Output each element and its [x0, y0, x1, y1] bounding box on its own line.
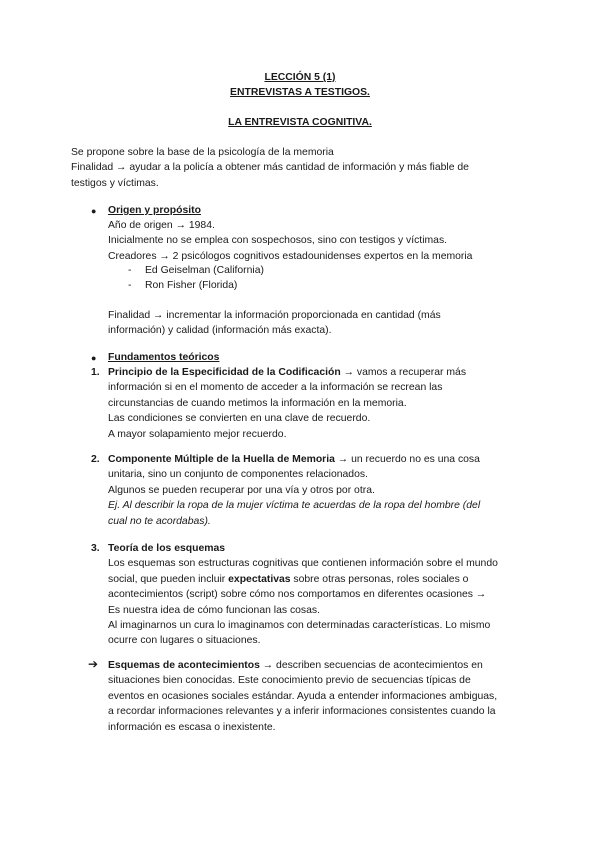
- item-emphasis: expectativas: [228, 573, 291, 585]
- intro-line: Se propone sobre la base de la psicología de la memoria: [71, 147, 334, 158]
- item-line: acontecimientos (script) sobre cómo nos comportamos en diferentes ocasiones →: [108, 589, 487, 601]
- esquemas-line: situaciones bien conocidas. Este conocimiento previo de secuencias típicas de: [108, 675, 471, 687]
- esquemas-title: Esquemas de acontecimientos: [108, 660, 260, 671]
- esquemas-line: a recordar informaciones relevantes y a inferir informaciones consistentes cuando la: [108, 706, 496, 718]
- item-title: Componente Múltiple de la Huella de Memoria: [108, 454, 335, 465]
- item-line: Algunos se pueden recuperar por una vía y otros por otra.: [108, 484, 375, 496]
- item-line: ocurre con lugares o situaciones.: [108, 635, 261, 647]
- lesson-heading: LECCIÓN 5 (1): [264, 72, 336, 83]
- item-line: Al imaginarnos un cura lo imaginamos con determinadas características. Lo mismo: [108, 620, 491, 632]
- list-dash: -: [128, 280, 132, 291]
- item-number: 2.: [91, 454, 100, 465]
- item-line: unitaria, sino un conjunto de componentes relacionados.: [108, 469, 368, 481]
- item-number: 3.: [91, 543, 100, 554]
- item-lead: → un recuerdo no es una cosa: [334, 454, 480, 465]
- origin-year: Año de origen → 1984.: [108, 220, 215, 231]
- item-line: circunstancias de cuando metimos la información en la memoria.: [108, 397, 407, 409]
- esquemas-line: información es escasa o inexistente.: [108, 721, 276, 733]
- item-line: información si en el momento de acceder a la información se recrean las: [108, 382, 443, 394]
- item-text: sobre otras personas, roles sociales o: [290, 573, 469, 585]
- lesson-subtitle: ENTREVISTAS A TESTIGOS.: [230, 87, 370, 98]
- bullet-icon: ●: [91, 206, 97, 216]
- esquemas-first-line: [108, 658, 497, 673]
- list-dash: -: [128, 265, 132, 276]
- finalidad-line: información) y calidad (información más exacta).: [108, 325, 332, 337]
- item-text: social, que pueden incluir: [108, 573, 229, 585]
- arrow-bullet-icon: ➔: [88, 657, 99, 671]
- intro-line: Finalidad → ayudar a la policía a obtener más cantidad de información y más fiable de: [71, 162, 469, 174]
- finalidad-line: Finalidad → incrementar la información proporcionada en cantidad (más: [108, 310, 441, 321]
- example-line: Ej. Al describir la ropa de la mujer víctima te acuerdas de la ropa del hombre (del: [108, 500, 481, 512]
- creator-item: Ed Geiselman (California): [145, 265, 264, 276]
- origin-section: [108, 218, 472, 264]
- creator-item: Ron Fisher (Florida): [145, 280, 238, 291]
- example-line: cual no te acordabas).: [108, 515, 211, 527]
- intro-line: testigos y víctimas.: [71, 177, 159, 189]
- esquemas-line: eventos en ocasiones sociales estándar. Ayuda a entender informaciones ambiguas,: [108, 690, 498, 702]
- item-title: Principio de la Especificidad de la Codificación: [108, 367, 341, 378]
- item-line: A mayor solapamiento mejor recuerdo.: [108, 428, 287, 440]
- item-line: Los esquemas son estructuras cognitivas que contienen información sobre el mundo: [108, 558, 498, 570]
- origin-initially: Inicialmente no se emplea con sospechosos, sino con testigos y víctimas.: [108, 235, 448, 247]
- item-lead: → vamos a recuperar más: [340, 367, 467, 378]
- item-first-line: [108, 452, 480, 467]
- item-number: 1.: [91, 367, 100, 378]
- item-line: Es nuestra idea de cómo funcionan las cosas.: [108, 604, 320, 616]
- item-line: [108, 572, 498, 587]
- bullet-icon: ●: [91, 353, 97, 363]
- origin-heading: Origen y propósito: [108, 205, 201, 216]
- item-first-line: [108, 365, 466, 380]
- origin-creators: Creadores → 2 psicólogos cognitivos estadounidenses expertos en la memoria: [108, 250, 473, 262]
- page-title: LA ENTREVISTA COGNITIVA.: [228, 117, 372, 128]
- fundamento-item-3: [108, 541, 498, 649]
- fundamento-item-2: [108, 452, 480, 529]
- esquemas-section: [108, 658, 497, 735]
- item-title: Teoría de los esquemas: [108, 543, 226, 554]
- esquemas-lead: → describen secuencias de acontecimientos en: [259, 660, 483, 671]
- fundamentos-heading: Fundamentos teóricos: [108, 352, 220, 363]
- fundamento-item-1: [108, 365, 466, 442]
- origin-finalidad: [108, 308, 441, 339]
- item-line: Las condiciones se convierten en una clave de recuerdo.: [108, 413, 371, 425]
- intro-paragraph: [71, 145, 469, 191]
